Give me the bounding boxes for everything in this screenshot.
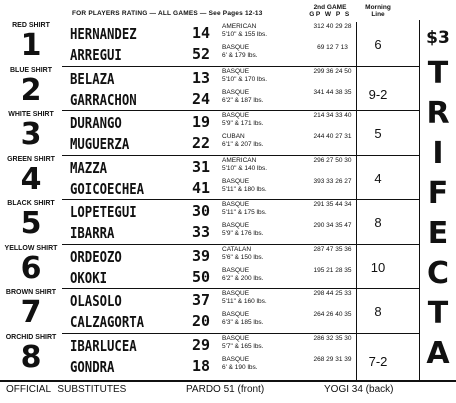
trifecta-letter: T xyxy=(427,56,449,91)
player-entry xyxy=(70,44,380,64)
morning-line: 9-2 xyxy=(368,86,388,102)
player-size: 6'3" & 185 lbs. xyxy=(222,319,264,326)
player-stats: 296 27 50 30 xyxy=(313,156,352,164)
team-number: 4 xyxy=(20,161,42,197)
player-origin: BASQUE xyxy=(222,355,250,363)
player-size: 5'11" & 175 lbs. xyxy=(222,209,267,216)
morning-label: Morning xyxy=(365,4,391,11)
player-number: 29 xyxy=(191,335,210,354)
player-name: IBARRA xyxy=(70,224,115,242)
player-number: 33 xyxy=(191,223,210,241)
player-entry xyxy=(70,267,380,287)
substitutes-label: SUBSTITUTES xyxy=(57,384,127,395)
footer-rule xyxy=(0,380,456,382)
player-info xyxy=(222,222,264,238)
team-row xyxy=(0,67,420,109)
player-number: 31 xyxy=(191,157,210,176)
trifecta-letter: C xyxy=(426,256,450,291)
substitute-back: YOGI 34 (back) xyxy=(324,384,394,395)
player-origin: BASQUE xyxy=(222,334,250,342)
player-info xyxy=(222,89,264,105)
player-size: 5'9" & 171 lbs. xyxy=(222,120,264,127)
player-name: OKOKI xyxy=(70,268,108,287)
player-entry xyxy=(70,222,380,242)
player-size: 6'2" & 200 lbs. xyxy=(222,274,264,282)
morning-line: 6 xyxy=(374,37,382,52)
player-entry xyxy=(70,356,380,376)
player-entry xyxy=(70,201,380,221)
trifecta-letter: F xyxy=(427,176,449,211)
player-size: 5'10" & 155 lbs. xyxy=(222,31,268,38)
player-name: MAZZA xyxy=(70,158,108,177)
shirt-color: BROWN SHIRT xyxy=(5,289,57,296)
player-origin: AMERICAN xyxy=(222,156,257,164)
morning-line: 5 xyxy=(374,126,382,141)
player-stats: 312 40 29 28 xyxy=(313,23,352,30)
team-row xyxy=(0,334,420,376)
shirt-color: ORCHID SHIRT xyxy=(5,333,57,341)
team-row xyxy=(0,22,420,64)
player-name: DURANGO xyxy=(70,114,122,132)
morning-line-header xyxy=(358,4,398,18)
player-origin: BASQUE xyxy=(222,201,250,208)
player-number: 39 xyxy=(191,246,210,265)
player-stats: 341 44 38 35 xyxy=(313,88,352,96)
player-name: HERNANDEZ xyxy=(70,25,137,43)
player-origin: BASQUE xyxy=(222,44,250,51)
morning-line: 10 xyxy=(370,259,386,275)
team-row xyxy=(0,200,420,242)
player-name: LOPETEGUI xyxy=(70,203,137,221)
player-name: GONDRA xyxy=(70,357,115,376)
trifecta-banner xyxy=(421,28,455,374)
team-number: 2 xyxy=(20,72,42,108)
player-info xyxy=(222,23,267,39)
player-entry xyxy=(70,157,380,177)
player-stats: 268 29 31 39 xyxy=(313,355,352,363)
player-origin: BASQUE xyxy=(222,266,250,274)
morning-line: 8 xyxy=(374,304,382,319)
player-entry xyxy=(70,311,380,331)
player-origin: BASQUE xyxy=(222,222,250,229)
player-name: BELAZA xyxy=(70,69,115,88)
player-info xyxy=(222,267,264,283)
player-stats: 244 40 27 31 xyxy=(313,133,352,140)
player-number: 19 xyxy=(191,113,210,131)
player-info xyxy=(222,157,267,173)
player-name: IBARLUCEA xyxy=(70,336,137,355)
player-size: 6'2" & 187 lbs. xyxy=(222,96,264,104)
player-info xyxy=(222,133,264,149)
player-number: 22 xyxy=(191,134,210,152)
player-entry xyxy=(70,246,380,266)
player-info xyxy=(222,112,264,128)
team-row xyxy=(0,111,420,153)
player-entry xyxy=(70,133,380,153)
player-info xyxy=(222,178,267,194)
line-label: Line xyxy=(371,11,385,18)
team-number: 1 xyxy=(20,28,42,63)
player-stats: 286 32 35 30 xyxy=(313,334,352,342)
morning-line: 8 xyxy=(374,215,382,230)
player-number: 13 xyxy=(191,68,210,87)
player-size: 5'10" & 170 lbs. xyxy=(222,75,268,83)
player-info xyxy=(222,311,264,327)
player-entry xyxy=(70,112,380,132)
player-entry xyxy=(70,290,380,310)
player-entry xyxy=(70,335,380,355)
player-info xyxy=(222,68,267,84)
substitute-front: PARDO 51 (front) xyxy=(186,384,265,395)
player-stats: 287 47 35 36 xyxy=(313,245,352,253)
stat-columns: GP W P S xyxy=(309,11,351,18)
player-name: OLASOLO xyxy=(70,292,122,310)
player-number: 14 xyxy=(191,24,210,42)
player-origin: CUBAN xyxy=(222,133,245,140)
player-entry xyxy=(70,23,380,43)
player-name: ORDEOZO xyxy=(70,247,122,266)
team-row xyxy=(0,289,420,331)
team-number: 5 xyxy=(20,206,42,241)
player-info xyxy=(222,201,267,217)
player-stats: 214 34 33 40 xyxy=(313,112,352,119)
player-origin: BASQUE xyxy=(222,177,250,185)
shirt-color: RED SHIRT xyxy=(12,22,50,29)
player-size: 5'11" & 180 lbs. xyxy=(222,185,267,193)
player-info xyxy=(222,335,264,351)
player-size: 5'6" & 150 lbs. xyxy=(222,253,264,261)
substitutes-footer xyxy=(6,384,446,395)
trifecta-letter: T xyxy=(427,296,449,331)
player-name: MUGUERZA xyxy=(70,135,130,153)
player-info xyxy=(222,246,264,262)
team-number: 3 xyxy=(20,117,42,152)
shirt-color: BLUE SHIRT xyxy=(10,66,52,74)
player-origin: BASQUE xyxy=(222,311,250,318)
player-entry xyxy=(70,89,380,109)
player-stats: 298 44 25 33 xyxy=(313,290,352,297)
team-row xyxy=(0,245,420,287)
player-name: ARREGUI xyxy=(70,46,122,64)
player-origin: AMERICAN xyxy=(222,23,257,30)
player-info xyxy=(222,44,258,60)
player-stats: 299 36 24 50 xyxy=(313,67,352,75)
player-size: 5'9" & 176 lbs. xyxy=(222,230,264,237)
shirt-color: WHITE SHIRT xyxy=(8,111,54,118)
player-entry xyxy=(70,178,380,198)
trifecta-letter: R xyxy=(426,96,450,131)
trifecta-letter: E xyxy=(427,216,449,251)
player-stats: 195 21 28 35 xyxy=(313,266,352,274)
team-number: 6 xyxy=(20,250,42,286)
player-size: 6' & 190 lbs. xyxy=(222,363,258,371)
player-size: 5'10" & 140 lbs. xyxy=(222,164,268,172)
rating-note: FOR PLAYERS RATING — ALL GAMES — See Pages 12-13 xyxy=(72,10,263,17)
player-info xyxy=(222,356,258,372)
shirt-color: BLACK SHIRT xyxy=(7,200,55,207)
player-stats: 69 12 7 13 xyxy=(317,44,348,51)
player-size: 6'1" & 207 lbs. xyxy=(222,141,264,148)
player-origin: BASQUE xyxy=(222,67,250,75)
team-number: 8 xyxy=(20,339,42,375)
player-origin: BASQUE xyxy=(222,290,250,297)
player-name: GARRACHON xyxy=(70,90,137,109)
player-number: 37 xyxy=(191,291,210,309)
player-entry xyxy=(70,68,380,88)
player-size: 6' & 179 lbs. xyxy=(222,52,258,59)
trifecta-price: $3 xyxy=(426,28,450,48)
player-size: 5'11" & 160 lbs. xyxy=(222,298,267,305)
player-stats: 264 26 40 35 xyxy=(313,311,352,318)
player-stats: 393 33 26 27 xyxy=(313,177,352,185)
player-number: 20 xyxy=(191,312,210,330)
team-number: 7 xyxy=(20,295,42,330)
player-name: GOICOECHEA xyxy=(70,179,145,198)
morning-line: 7-2 xyxy=(368,353,388,369)
player-stats: 291 35 44 34 xyxy=(313,201,352,208)
player-info xyxy=(222,290,267,306)
official-label: OFFICIAL xyxy=(6,384,51,395)
morning-line: 4 xyxy=(374,170,382,186)
trifecta-letter: I xyxy=(432,136,444,171)
trifecta-letter: A xyxy=(426,336,450,371)
player-stats: 290 34 35 47 xyxy=(313,222,352,229)
player-number: 52 xyxy=(191,45,210,63)
player-name: CALZAGORTA xyxy=(70,313,145,331)
shirt-color: GREEN SHIRT xyxy=(7,155,55,163)
player-number: 24 xyxy=(191,89,210,108)
player-number: 41 xyxy=(191,178,210,197)
shirt-color: YELLOW SHIRT xyxy=(4,244,58,252)
player-origin: BASQUE xyxy=(222,88,250,96)
player-size: 5'7" & 165 lbs. xyxy=(222,342,264,350)
player-origin: CATALAN xyxy=(222,245,252,253)
game-header xyxy=(300,4,360,18)
player-number: 50 xyxy=(191,267,210,286)
player-origin: BASQUE xyxy=(222,112,250,119)
game-label: 2nd GAME xyxy=(313,4,347,11)
player-number: 18 xyxy=(191,356,210,375)
team-row xyxy=(0,156,420,198)
player-number: 30 xyxy=(191,202,210,220)
